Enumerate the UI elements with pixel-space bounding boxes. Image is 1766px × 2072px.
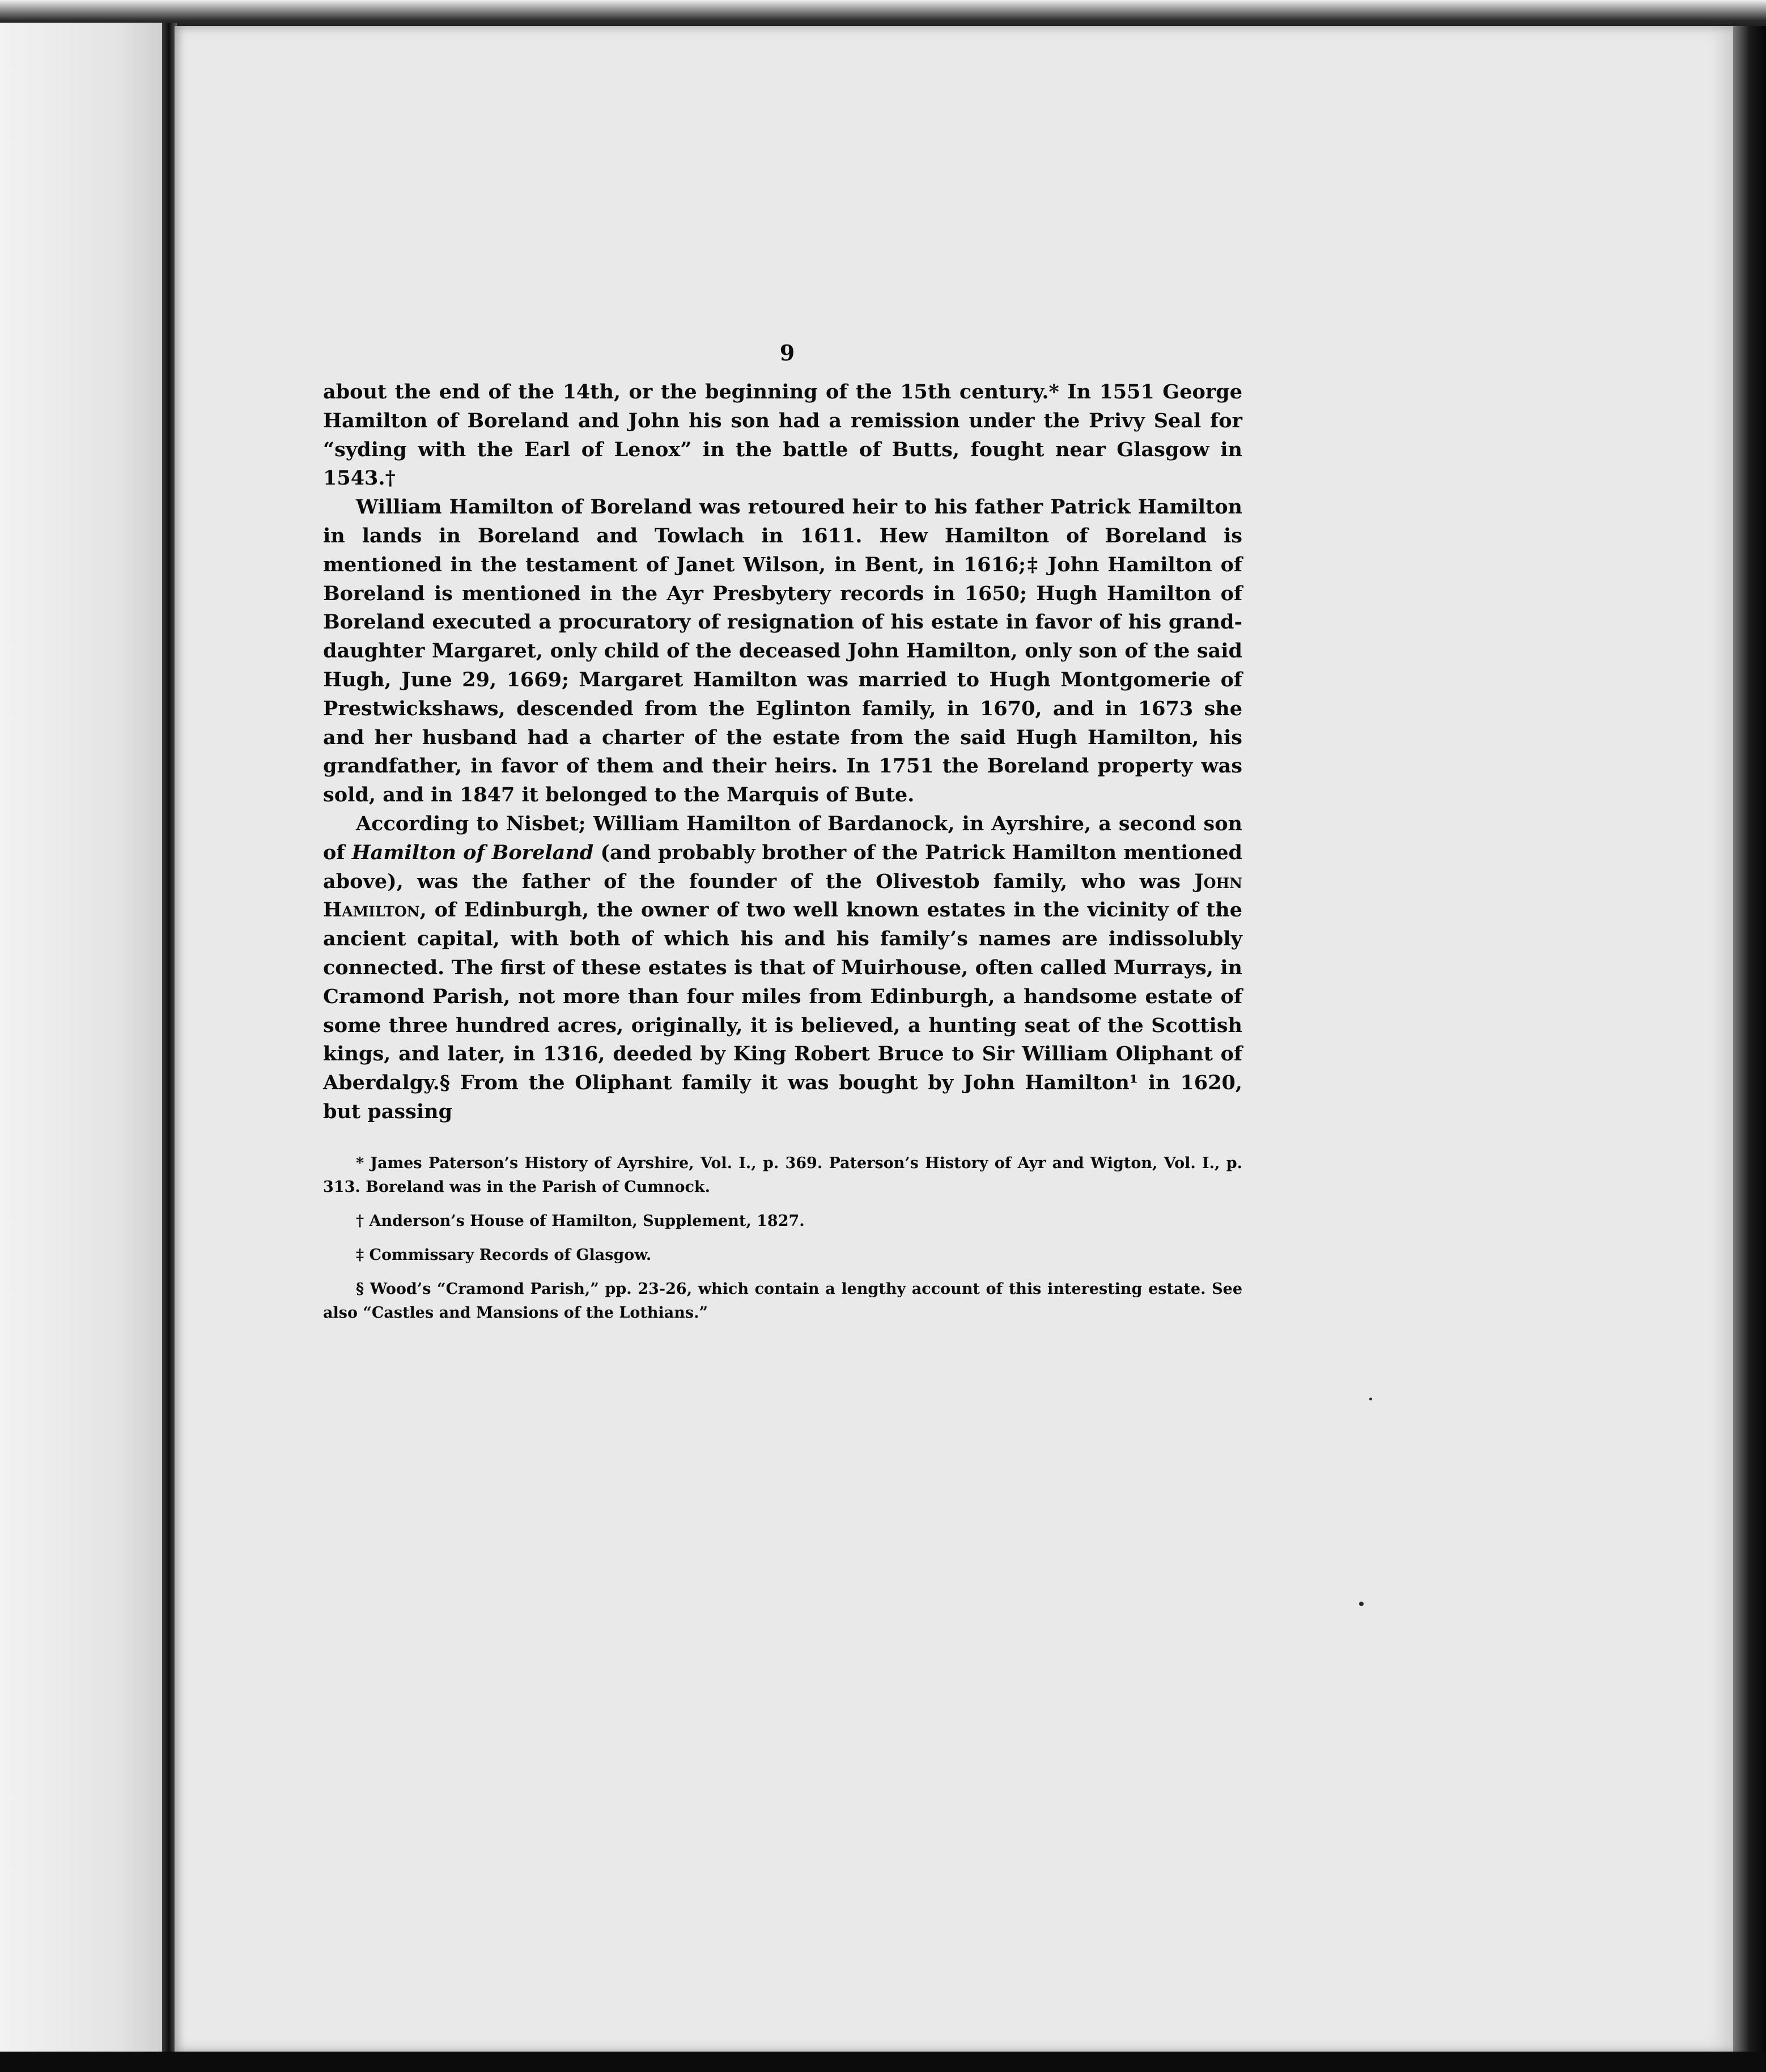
paragraph (323, 493, 1242, 810)
page-number: 9 (779, 340, 795, 366)
paragraph (323, 378, 1242, 493)
small-caps-name: John Hamilton (323, 869, 1242, 922)
footnote: ‡ Commissary Records of Glasgow. (356, 1246, 652, 1264)
paper-speck (1359, 1602, 1364, 1606)
footnote: § Wood’s “Cramond Parish,” pp. 23-26, which contain a lengthy account of this interesting estate. See also “Castles and Mansions of the Lothians.” (323, 1280, 1242, 1322)
italic-name: Hamilton of Boreland (351, 840, 594, 864)
paragraph (323, 810, 1242, 1127)
footnote: * James Paterson’s History of Ayrshire, Vol. I., p. 369. Paterson’s History of Ayr and Wigton, Vol. I., p. 313. Boreland was in the Parish of Cumnock. (323, 1154, 1242, 1196)
text-run: According to Nisbet; William Hamilton of Bardanock, in Ayrshire, a second son of (323, 812, 1242, 864)
page-content (323, 340, 1242, 1335)
body-text (323, 378, 1242, 1127)
paper-speck (1369, 1398, 1372, 1400)
footnotes (323, 1152, 1242, 1325)
footnote: † Anderson’s House of Hamilton, Supplement, 1827. (356, 1212, 805, 1230)
text-run: (and probably brother of the Patrick Hamilton mentioned above), was the father of the founder of the Olivestob family, who was (323, 840, 1243, 893)
text-run: , of Edinburgh, the owner of two well known estates in the vicinity of the ancient capital, with both of which his and his family’s names are indissolubly connected. The first of these estates is that of Muirhouse, often called Murrays, in Cramond Parish, not more than four miles from Edinburgh, a handsome estate of some three hundred acres, originally, it is believed, a hunting seat of the Scottish kings, and later, in 1316, deeded by King Robert Bruce to Sir William Oliphant of Aberdalgy.§ From the Oliphant family it was bought by John Hamilton¹ in 1620, but passing (323, 898, 1242, 1123)
text-run: William Hamilton of Boreland was retoured heir to his father Patrick Hamilton in lands in Boreland and Towlach in 1611. Hew Hamilton of Boreland is mentioned in the testament of Janet Wilson, in Bent, in 1616;‡ John Hamilton of Boreland is mentioned in the Ayr Presbytery records in 1650; Hugh Hamilton of Boreland executed a procuratory of resignation of his estate in favor of his grand-daughter Margaret, only child of the deceased John Hamilton, only son of the said Hugh, June 29, 1669; Margaret Hamilton was married to Hugh Montgomerie of Prestwickshaws, descended from the Eglinton family, in 1670, and in 1673 she and her husband had a charter of the estate from the said Hugh Hamilton, his grandfather, in favor of them and their heirs. In 1751 the Boreland property was sold, and in 1847 it belonged to the Marquis of Bute. (323, 495, 1242, 807)
bottom-scan-edge (0, 2052, 1766, 2072)
left-page-edge (0, 23, 164, 2052)
right-scan-edge (1733, 26, 1766, 2052)
text-run: about the end of the 14th, or the beginning of the 15th century.* In 1551 George Hamilton of Boreland and John his son had a remission under the Privy Seal for “syding with the Earl of Lenox” in the battle of Butts, fought near Glasgow in 1543.† (323, 380, 1242, 490)
